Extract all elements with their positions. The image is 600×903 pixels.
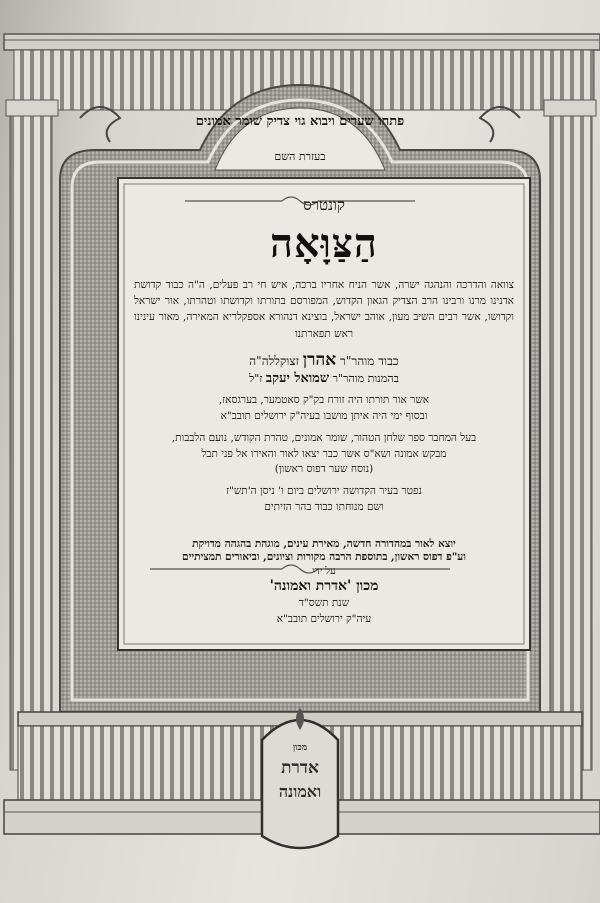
first-print-note: (נוסח שער דפוס ראשון) <box>274 463 374 476</box>
publication-city: עיה"ק ירושלים תובב"א <box>276 612 372 625</box>
passing-block: נפטר בעיר הקדושה ירושלים ביום ו' ניסן ה'תש"ז ושם מנוחתו כבוד בהר הזיתים <box>226 485 422 513</box>
left-column <box>10 110 52 770</box>
page-title: הַצַּוָּאָה <box>270 219 378 267</box>
author-name: אהרן <box>302 349 337 370</box>
author-line-1: כבוד מוהר"ר אהרן זצוקללה"ה <box>249 349 399 370</box>
arch-verse: פתחו שערים ויבוא גוי צדיק שומר אמונים <box>195 114 405 129</box>
intro-paragraph: צוואה והדרכה והנהגה ישרה, אשר הניח אחריו ברכה, איש חי רב פעלים, ה"ה כבוד קדושת אדנינו מרנו ורבינו הרב הצדיק הגאון הקדוש, המפורסם בתורתו וקדושתו וטהרתו, אור ישראל וקדושו, אשר רבים השיב מעון, אוהב ישראל, בוצינא דנהורא אספקלריא המאירה, מאור עינינו ראש תפארתנו <box>134 278 514 340</box>
book-info-block: בעל המחבר ספר שלחן הטהור, שומר אמונים, טהרת הקודש, נועם הלבבות, מבקש אמונה ושא"ס אשר כבר יצאו לאור והאירו אל פני תבל (נוסח שער דפוס ראשון) <box>120 431 528 478</box>
author-line-2: בהמנות מוהר"ר שמואל יעקב ז"ל <box>249 371 399 387</box>
publication-block: יוצא לאור במהדורה חדשה, מאירת עינים, מוגהת בהגהה מדויקת וע"פ דפוס ראשון, בתוספת הרבה מקורות וציונים, וביאורים תמציתיים <box>182 537 466 563</box>
publisher-name: מכון 'אדרת ואמונה' <box>269 578 379 595</box>
publication-year: שנת תשס"ד <box>298 596 350 609</box>
logo-small-text: מכון <box>292 743 308 753</box>
left-capital <box>6 100 58 116</box>
details-block: אשר אור תורתו היה זורח בק"ק סאטמער, בערגסאז, ובסוף ימי היה איתן מושבו בעיה"ק ירושלים תובב"א <box>218 394 430 423</box>
father-name: שמואל יעקב <box>265 371 330 387</box>
besiyata-text: בעזרת השם <box>274 150 326 163</box>
logo-line-2: ואמונה <box>278 782 322 801</box>
content-panel <box>120 182 528 650</box>
right-column <box>550 110 592 770</box>
logo-line-1: אדרת <box>281 758 319 778</box>
by-label: על ידי <box>312 565 336 577</box>
top-cornice <box>4 34 600 50</box>
right-capital <box>544 100 596 116</box>
kuntres-label: קונטרס <box>303 196 345 214</box>
